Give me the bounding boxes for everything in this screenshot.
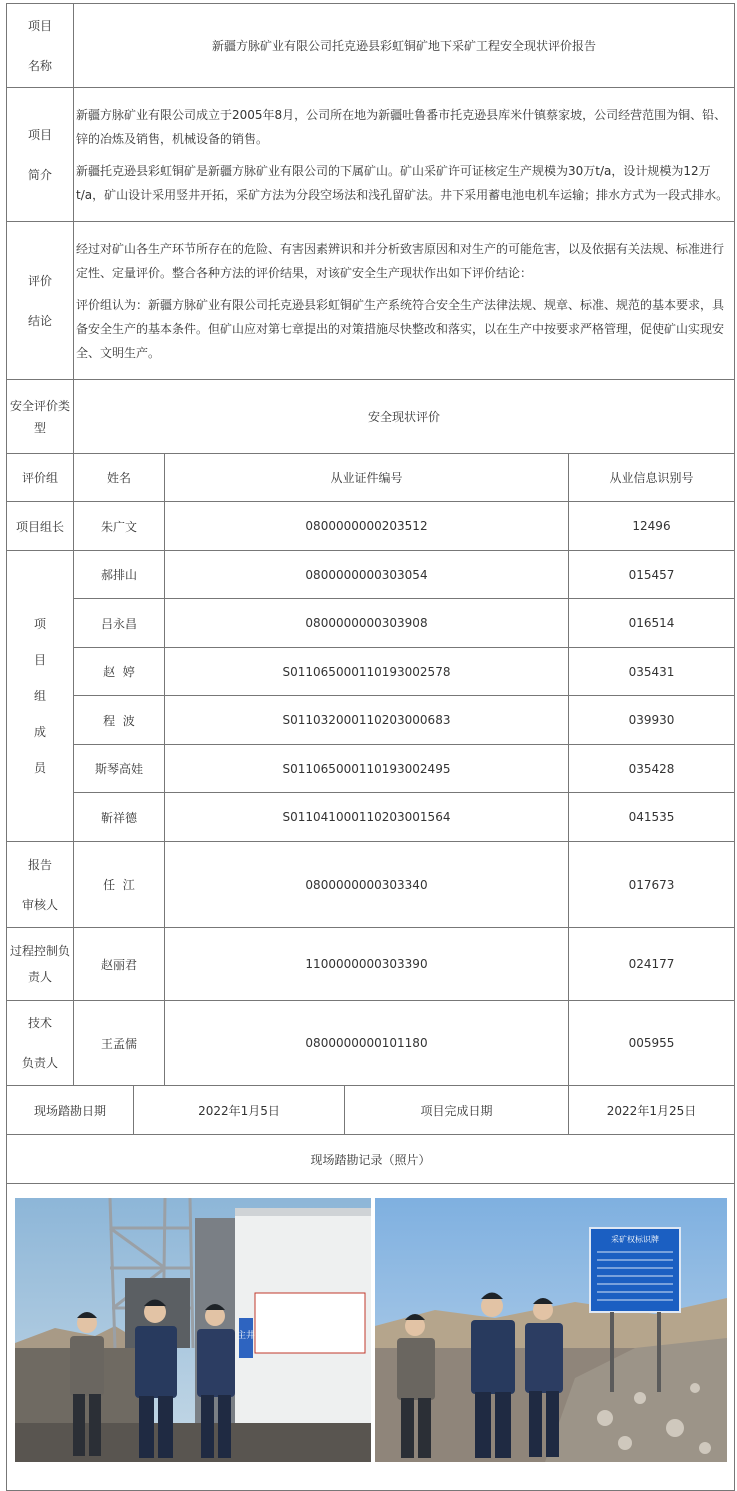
evaluation-type: 安全现状评价 — [74, 380, 735, 454]
complete-date: 2022年1月25日 — [569, 1086, 735, 1135]
member-id: 039930 — [569, 696, 735, 745]
members-label-char: 员 — [33, 761, 46, 775]
report-frame — [6, 3, 734, 1483]
leader-cert: 0800000000203512 — [165, 502, 569, 551]
process-name: 赵丽君 — [74, 928, 165, 1001]
header-group: 评价组 — [7, 454, 74, 502]
survey-date: 2022年1月5日 — [134, 1086, 345, 1135]
tech-id: 005955 — [569, 1001, 735, 1086]
dates-row — [7, 1086, 735, 1135]
member-row — [7, 696, 735, 745]
site-photo-sign-image — [375, 1198, 727, 1462]
member-id: 035431 — [569, 648, 735, 696]
member-cert: S011032000110203000683 — [165, 696, 569, 745]
site-photo-shaft — [15, 1198, 371, 1462]
team-header-row — [7, 454, 735, 502]
photos-title: 现场踏勘记录（照片） — [7, 1135, 735, 1184]
leader-row — [7, 502, 735, 551]
site-photo-sign — [375, 1198, 727, 1462]
tech-label-2: 负责人 — [21, 1056, 58, 1070]
process-id: 024177 — [569, 928, 735, 1001]
project-name-row — [7, 4, 735, 88]
report-table — [6, 3, 735, 1491]
project-name: 新疆方脉矿业有限公司托克逊县彩虹铜矿地下采矿工程安全现状评价报告 — [74, 4, 735, 88]
member-name: 吕永昌 — [74, 599, 165, 648]
member-row — [7, 599, 735, 648]
process-label-2: 责人 — [27, 970, 52, 984]
member-name: 赵 婷 — [74, 648, 165, 696]
shaft-label: 主井 — [236, 1331, 256, 1341]
intro-label-1: 项目 — [27, 127, 52, 142]
member-row — [7, 648, 735, 696]
name-label-2: 名称 — [27, 58, 52, 73]
evaluation-type-row — [7, 380, 735, 454]
members-label-char: 组 — [33, 689, 46, 703]
member-cert: 0800000000303054 — [165, 551, 569, 599]
reviewer-row — [7, 842, 735, 928]
conclusion-paragraph-2: 评价组认为：新疆方脉矿业有限公司托克逊县彩虹铜矿生产系统符合安全生产法律法规、规章、标准、规范的基本要求，具备安全生产的基本条件。但矿山应对第七章提出的对策措施尽快整改和落实，以在生产中按要求严格管理，促使矿山实现安全、文明生产。 — [76, 297, 725, 360]
member-cert: S011065000110193002495 — [165, 745, 569, 793]
reviewer-cert: 0800000000303340 — [165, 842, 569, 928]
leader-id: 12496 — [569, 502, 735, 551]
tech-cert: 0800000000101180 — [165, 1001, 569, 1086]
members-label-char: 成 — [33, 725, 46, 739]
members-label — [7, 551, 74, 842]
conclusion-label-1: 评价 — [27, 273, 52, 288]
conclusion-label-2: 结论 — [27, 313, 52, 328]
member-name: 靳祥德 — [74, 793, 165, 842]
tech-name: 王孟儒 — [74, 1001, 165, 1086]
reviewer-id: 017673 — [569, 842, 735, 928]
reviewer-label-1: 报告 — [27, 857, 52, 872]
header-name: 姓名 — [74, 454, 165, 502]
member-cert: 0800000000303908 — [165, 599, 569, 648]
members-label-char: 项 — [33, 617, 46, 631]
photos-row — [7, 1184, 735, 1491]
tech-lead-row — [7, 1001, 735, 1086]
survey-date-label: 现场踏勘日期 — [7, 1086, 134, 1135]
process-label-1: 过程控制负 — [9, 944, 70, 958]
site-photo-shaft-image — [15, 1198, 371, 1462]
member-id: 041535 — [569, 793, 735, 842]
member-row — [7, 745, 735, 793]
reviewer-name: 任 江 — [74, 842, 165, 928]
leader-name: 朱广文 — [74, 502, 165, 551]
reviewer-label-2: 审核人 — [21, 897, 58, 912]
process-cert: 1100000000303390 — [165, 928, 569, 1001]
intro-label-2: 简介 — [27, 167, 52, 182]
name-label-1: 项目 — [27, 18, 52, 33]
member-id: 016514 — [569, 599, 735, 648]
member-cert: S011065000110193002578 — [165, 648, 569, 696]
member-row — [7, 551, 735, 599]
process-control-row — [7, 928, 735, 1001]
project-intro-row — [7, 88, 735, 222]
type-label-1: 安全评价类 — [9, 398, 70, 413]
intro-paragraph-2: 新疆托克逊县彩虹铜矿是新疆方脉矿业有限公司的下属矿山。矿山采矿许可证核定生产规模为30万t/a，设计规模为12万t/a，矿山设计采用竖井开拓，采矿方法为分段空场法和浅孔留矿法。井下采用蓄电池电机车运输；排水方式为一段式排水。 — [76, 163, 729, 202]
sign-title: 采矿权标识牌 — [611, 1235, 659, 1244]
photos-title-row — [7, 1135, 735, 1184]
member-id: 015457 — [569, 551, 735, 599]
member-name: 程 波 — [74, 696, 165, 745]
member-name: 斯琴高娃 — [74, 745, 165, 793]
complete-date-label: 项目完成日期 — [345, 1086, 569, 1135]
leader-label: 项目组长 — [7, 502, 74, 551]
intro-paragraph-1: 新疆方脉矿业有限公司成立于2005年8月，公司所在地为新疆吐鲁番市托克逊县库米什镇蔡家坡，公司经营范围为铜、铅、锌的冶炼及销售，机械设备的销售。 — [76, 107, 727, 146]
header-cert: 从业证件编号 — [165, 454, 569, 502]
type-label-2: 型 — [33, 420, 46, 435]
members-label-char: 目 — [33, 653, 46, 667]
header-id: 从业信息识别号 — [569, 454, 735, 502]
tech-label-1: 技术 — [27, 1016, 52, 1030]
conclusion-paragraph-1: 经过对矿山各生产环节所存在的危险、有害因素辨识和并分析致害原因和对生产的可能危害，以及依据有关法规、标准进行定性、定量评价。整合各种方法的评价结果，对该矿安全生产现状作出如下评价结论： — [76, 241, 725, 280]
member-id: 035428 — [569, 745, 735, 793]
member-name: 郝排山 — [74, 551, 165, 599]
member-cert: S011041000110203001564 — [165, 793, 569, 842]
conclusion-row — [7, 222, 735, 380]
member-row — [7, 793, 735, 842]
